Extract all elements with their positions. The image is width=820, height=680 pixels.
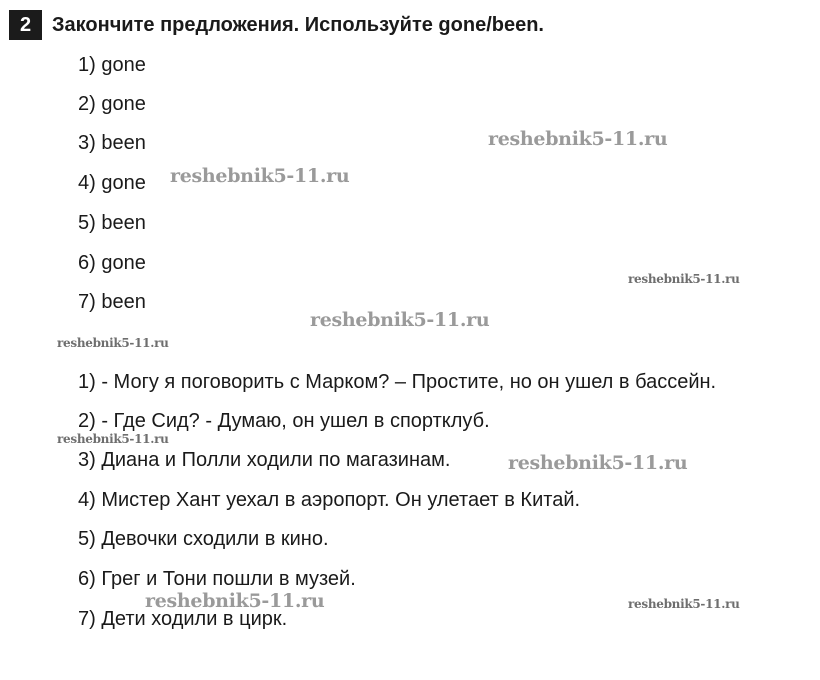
watermark: reshebnik5-11.ru	[628, 272, 740, 286]
watermark: reshebnik5-11.ru	[170, 165, 350, 187]
answer-item: 4) gone	[78, 172, 146, 194]
watermark: reshebnik5-11.ru	[488, 128, 668, 150]
exercise-header	[9, 10, 544, 40]
answer-item: 3) been	[78, 132, 146, 154]
watermark: reshebnik5-11.ru	[57, 336, 169, 350]
sentence-item: 6) Грег и Тони пошли в музей.	[78, 568, 356, 590]
answer-item: 2) gone	[78, 93, 146, 115]
answer-item: 6) gone	[78, 252, 146, 274]
watermark: reshebnik5-11.ru	[508, 452, 688, 474]
answer-item: 5) been	[78, 212, 146, 234]
watermark: reshebnik5-11.ru	[57, 432, 169, 446]
answer-item: 1) gone	[78, 54, 146, 76]
sentence-item: 3) Диана и Полли ходили по магазинам.	[78, 449, 451, 471]
watermark: reshebnik5-11.ru	[628, 597, 740, 611]
sentence-item: 7) Дети ходили в цирк.	[78, 608, 288, 630]
watermark: reshebnik5-11.ru	[145, 590, 325, 612]
exercise-title: Закончите предложения. Используйте gone/been.	[52, 13, 544, 36]
sentence-item: 5) Девочки сходили в кино.	[78, 528, 329, 550]
watermark: reshebnik5-11.ru	[310, 309, 490, 331]
answer-item: 7) been	[78, 291, 146, 313]
sentence-item: 4) Мистер Хант уехал в аэропорт. Он улетает в Китай.	[78, 489, 581, 511]
sentence-item: 2) - Где Сид? - Думаю, он ушел в спортклуб.	[78, 410, 490, 432]
exercise-number-badge: 2	[9, 10, 42, 40]
sentence-item: 1) - Могу я поговорить с Марком? – Простите, но он ушел в бассейн.	[78, 371, 717, 393]
